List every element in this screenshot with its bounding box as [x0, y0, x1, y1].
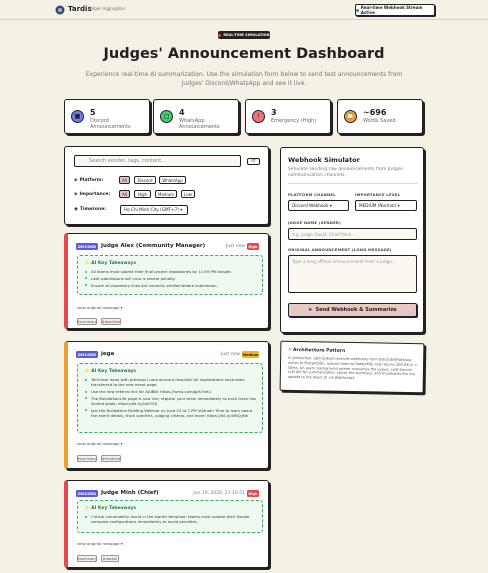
takeaways-title: ✨ AI Key Takeaways [84, 506, 137, 511]
stat-label: WhatsApp Announcements [179, 118, 220, 130]
stat-value: ~696 [363, 108, 387, 117]
importance-level-select[interactable]: MEDIUM (Normal) ▾ [355, 200, 417, 211]
takeaway-item: Ensure all repository links are correctly verified before submission. [84, 283, 256, 288]
filter-panel [64, 146, 269, 225]
simulator-title: Webhook Simulator [288, 156, 360, 164]
judge-name-input[interactable]: e.g. Judge David, Chief Minh... [288, 228, 417, 240]
stat-card-emergency [245, 99, 331, 134]
platform-option-all[interactable]: All [119, 176, 130, 184]
sender-name: Judge Alex (Community Manager) [101, 243, 206, 249]
importance-icon: ◈ [74, 192, 78, 197]
takeaway-item: Use the new referral link for AAIBW: https://luma.com/gpf-hmt1 [84, 389, 256, 394]
tag[interactable]: #summary [77, 319, 97, 324]
stat-card-words-saved [337, 99, 423, 134]
takeaways-list [84, 269, 256, 289]
takeaways-list [84, 377, 256, 420]
divider [288, 183, 418, 184]
platform-option-discord[interactable]: Discord [134, 176, 156, 184]
view-original-toggle[interactable]: view original message ▾ [77, 541, 123, 546]
importance-level-label: IMPORTANCE LEVEL [355, 192, 401, 197]
app-subtitle: Judges Aggregator [88, 6, 126, 11]
architecture-text: In production, Spring Boot receives webhooks from Discord/WhatsApp, writes to PostgreSQL, queues them to RabbitMQ, and returns 200 OK in < 50ms. An async background worker consumes the queue, calls Gemini LLM API for summarization, stores the summary, and broadcasts the live update to the React UI via WebSocket. [287, 355, 418, 381]
takeaway-item: Late submissions will incur a severe penalty. [84, 276, 256, 281]
filter-icon: ◈ [74, 178, 78, 183]
takeaways-box [77, 500, 263, 533]
takeaway-item: Technical issue with previous Luma account resolved; all registrations have been transferred to the new event page. [84, 377, 256, 388]
app-name: Tardis [68, 5, 92, 13]
top-header [0, 0, 488, 20]
importance-option-high[interactable]: High [134, 190, 151, 198]
priority-badge: Medium [242, 352, 259, 357]
view-original-toggle[interactable]: view original message ▾ [77, 441, 123, 446]
stat-label: Emergency (High) [271, 118, 317, 124]
stat-value: 3 [271, 108, 277, 117]
chat-icon: ■ [71, 110, 84, 123]
stat-card-whatsapp [153, 99, 239, 134]
architecture-title: ⚡ Architecture Pattern [288, 347, 346, 354]
importance-option-all[interactable]: All [119, 190, 130, 198]
timezone-select[interactable]: Ho Chi Minh City (GMT+7) ▾ [120, 205, 188, 215]
tag[interactable]: #frontend [101, 456, 121, 461]
globe-icon: ◉ [74, 207, 78, 212]
priority-badge: High [248, 244, 258, 249]
live-dot-icon [356, 9, 359, 12]
sender-name: Judge Minh (Chief) [101, 490, 159, 496]
importance-option-low[interactable]: Low [181, 190, 195, 198]
view-original-toggle[interactable]: view original message ▾ [77, 305, 123, 310]
takeaways-box [77, 255, 263, 295]
tag[interactable]: #summary [77, 556, 97, 561]
takeaway-item: Critical vulnerability found in the starter template: teams must update their Docker compose configurations immediately to avoid penalties. [84, 514, 256, 525]
record-dot-icon [218, 34, 221, 37]
priority-badge: High [248, 491, 258, 496]
card-timestamp: Jun 19, 2026, 21:10:51 [193, 491, 245, 496]
stat-card-discord [64, 99, 150, 134]
search-input[interactable]: Search sender, tags, content... [74, 155, 241, 167]
judge-name-label: JUDGE NAME (SENDER) [288, 220, 341, 225]
announcement-label: ORIGINAL ANNOUNCEMENT (LONG MESSAGE) [288, 247, 392, 252]
platform-channel-label: PLATFORM CHANNEL [288, 192, 336, 197]
stream-status-label: Real-time Webhook Stream Active [360, 5, 423, 15]
source-badge: DISCORD [77, 244, 97, 249]
tag[interactable]: #summary [77, 456, 97, 461]
refresh-button[interactable]: ⟳ [247, 158, 260, 165]
takeaways-box [77, 363, 263, 433]
takeaway-item: All teams must submit their final project repositories by 11:59 PM tonight. [84, 269, 256, 274]
stat-label: Discord Announcements [90, 118, 131, 130]
sender-name: jega [101, 351, 115, 357]
importance-option-medium[interactable]: Medium [155, 190, 177, 198]
tag[interactable]: #deadline [101, 319, 121, 324]
takeaways-list [84, 514, 256, 526]
page-title: Judges' Announcement Dashboard [103, 46, 385, 62]
card-timestamp: Just now [225, 244, 245, 249]
platform-channel-select[interactable]: Discord Webhook ▾ [288, 200, 349, 211]
platform-filter-label: ◈ Platform: [74, 178, 104, 183]
send-icon: ➤ [308, 307, 313, 313]
stream-status-button[interactable] [355, 4, 435, 16]
page-subtitle: Experience real-time AI summarization. Use the simulation form below to send test announcements from Judges' Discord/WhatsApp and see it live. [85, 71, 403, 87]
announcement-card [64, 480, 269, 568]
source-badge: DISCORD [77, 352, 97, 357]
tag[interactable]: #docker [102, 556, 118, 561]
stat-value: 5 [90, 108, 96, 117]
announcement-card [64, 233, 269, 329]
simulation-badge-label: REAL-TIME SIMULATION [223, 33, 270, 37]
simulation-badge [218, 31, 270, 39]
tardis-logo-icon [55, 5, 65, 15]
time-icon: ⌚ [344, 110, 357, 123]
takeaway-item: The BuildathonLife page is now live; register your team immediately as each track has limited spots: https://bit.ly/4vIUTQl [84, 396, 256, 407]
alert-icon: ! [252, 110, 265, 123]
takeaways-title: ✨ AI Key Takeaways [84, 369, 137, 374]
simulator-description: Simulate sending raw announcements from Judges communication channels. [288, 167, 403, 178]
stat-value: 4 [179, 108, 185, 117]
architecture-note [280, 341, 425, 394]
announcement-textarea[interactable]: Type a long official announcement from a judge... [288, 255, 417, 293]
send-webhook-button[interactable]: ➤ Send Webhook & Summarize [288, 303, 417, 317]
takeaways-title: ✨ AI Key Takeaways [84, 261, 137, 266]
card-timestamp: Just now [220, 352, 240, 357]
announcement-card [64, 341, 269, 469]
takeaway-item: Join the Buildathon Briefing Webinar on June 23 at 2 PM Vietnam Time to learn about the event details, track specifics, judging criteria, and more: https://bit.ly/4fKQyNh [84, 408, 256, 419]
webhook-simulator-panel [280, 147, 424, 333]
timezone-filter-label: ◉ Timezone: [74, 207, 107, 212]
platform-option-whatsapp[interactable]: WhatsApp [159, 176, 186, 184]
importance-filter-label: ◈ Importance: [74, 192, 111, 197]
whatsapp-icon: □ [160, 110, 173, 123]
source-badge: DISCORD [77, 491, 97, 496]
stat-label: Words Saved [363, 118, 396, 124]
